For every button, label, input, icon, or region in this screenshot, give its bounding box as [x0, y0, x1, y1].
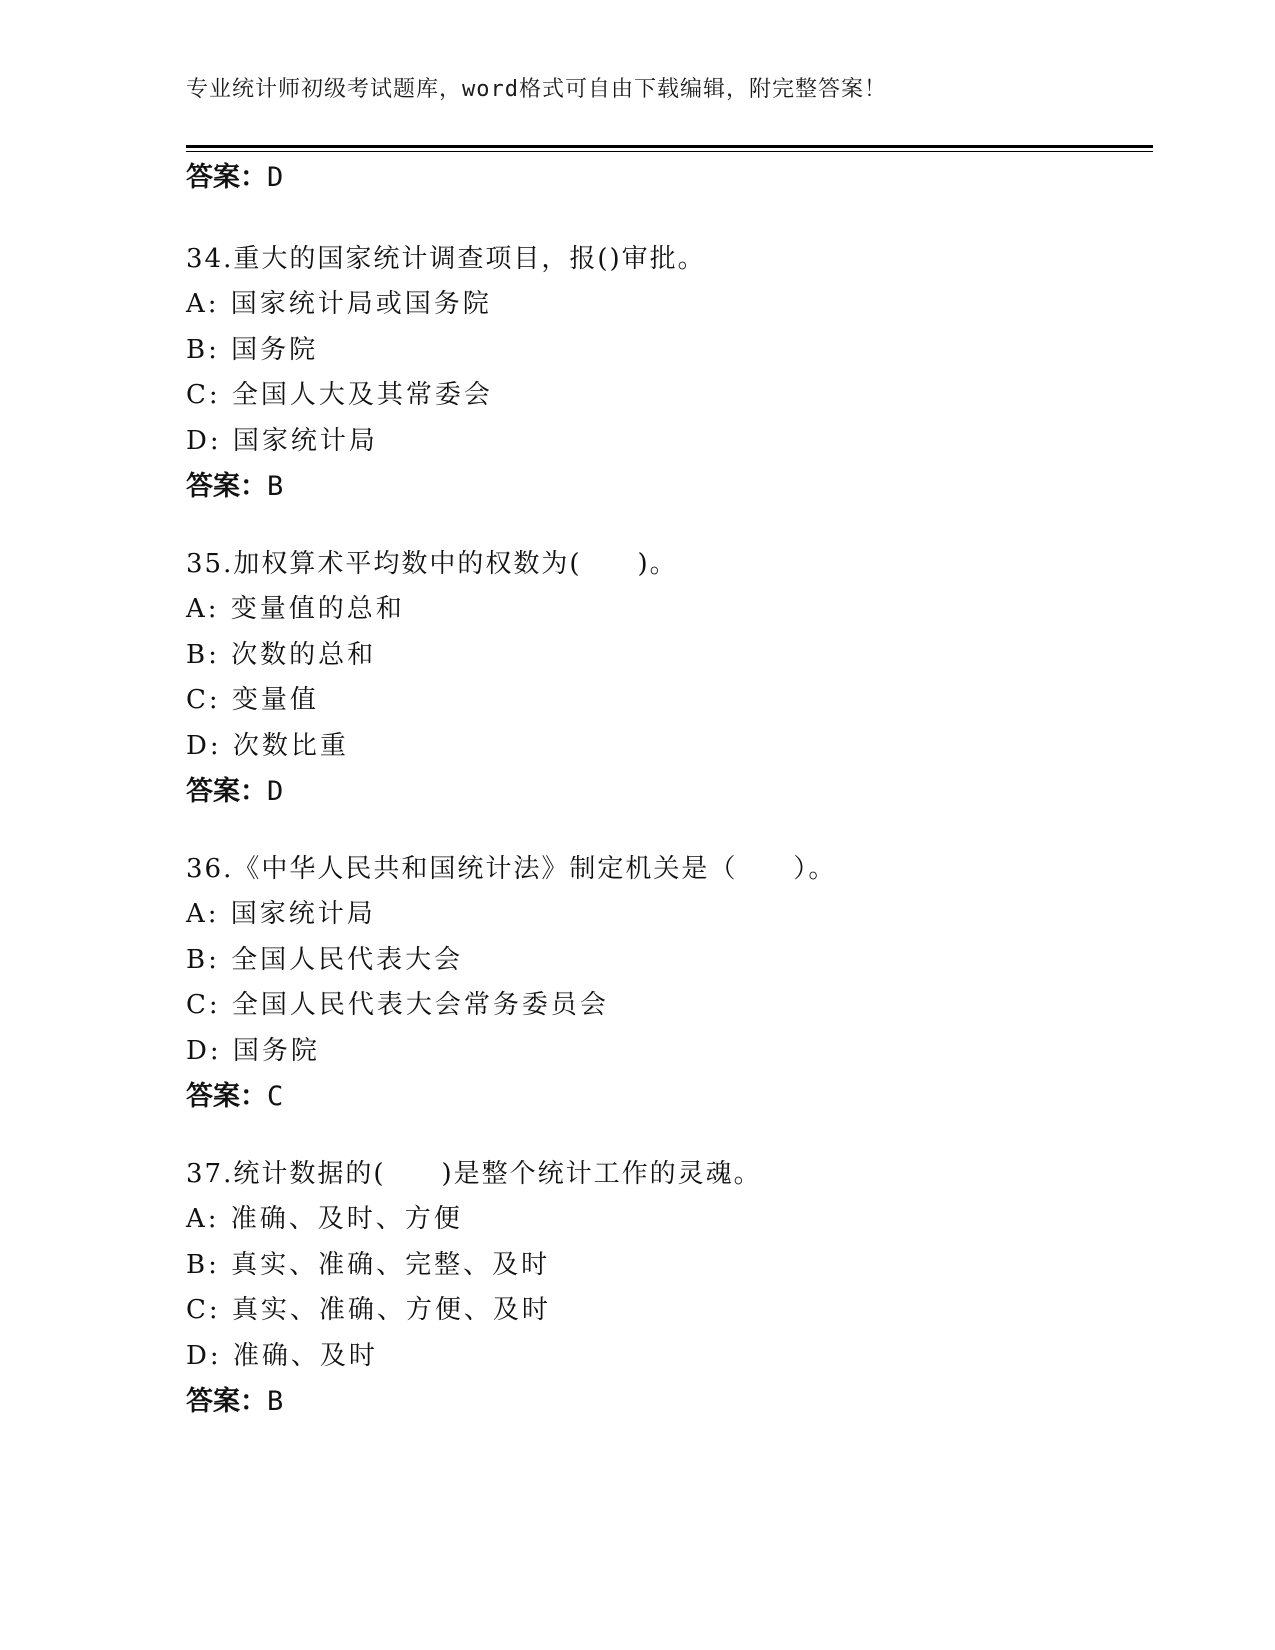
answer-value: B	[267, 471, 284, 502]
option-a: A: 准确、及时、方便	[186, 1204, 463, 1234]
option-d: D: 国务院	[186, 1035, 320, 1066]
question-36	[186, 847, 1146, 1119]
question-35	[186, 542, 1146, 814]
option-c: C: 真实、准确、方便、及时	[186, 1295, 551, 1325]
option-a: A: 国家统计局或国务院	[186, 289, 492, 319]
question-stem: 34.重大的国家统计调查项目，报()审批。	[186, 244, 706, 274]
answer-label: 答案：	[186, 1081, 267, 1112]
option-b: B: 次数的总和	[186, 639, 377, 670]
option-b: B: 全国人民代表大会	[186, 944, 464, 975]
option-d: D: 次数比重	[186, 730, 349, 761]
option-d: D: 准确、及时	[186, 1340, 378, 1371]
answer-label: 答案：	[186, 162, 267, 193]
option-b: B: 真实、准确、完整、及时	[186, 1249, 551, 1280]
option-a: A: 国家统计局	[186, 899, 376, 929]
option-a: A: 变量值的总和	[186, 594, 405, 624]
header-rule-thick	[186, 145, 1153, 148]
question-stem: 37.统计数据的( )是整个统计工作的灵魂。	[186, 1159, 762, 1189]
answer-value: D	[267, 776, 284, 807]
option-c: C: 变量值	[186, 685, 319, 715]
question-answer	[186, 1379, 1146, 1424]
option-c: C: 全国人大及其常委会	[186, 380, 493, 410]
question-answer	[186, 1074, 1146, 1119]
page-header: 专业统计师初级考试题库，word格式可自由下载编辑，附完整答案！	[186, 77, 887, 102]
answer-value: C	[267, 1081, 284, 1112]
option-c: C: 全国人民代表大会常务委员会	[186, 990, 609, 1020]
answer-label: 答案：	[186, 1386, 267, 1417]
question-34	[186, 237, 1146, 509]
option-d: D: 国家统计局	[186, 425, 378, 456]
question-stem: 36.《中华人民共和国统计法》制定机关是（ ）。	[186, 854, 837, 884]
previous-answer	[186, 155, 283, 194]
question-stem: 35.加权算术平均数中的权数为( )。	[186, 549, 678, 579]
question-answer	[186, 464, 1146, 509]
question-37	[186, 1152, 1146, 1424]
question-answer	[186, 769, 1146, 814]
answer-label: 答案：	[186, 776, 267, 807]
answer-value: D	[267, 162, 284, 193]
answer-value: B	[267, 1386, 284, 1417]
header-rule-thin	[186, 151, 1153, 152]
option-b: B: 国务院	[186, 334, 319, 365]
answer-label: 答案：	[186, 471, 267, 502]
